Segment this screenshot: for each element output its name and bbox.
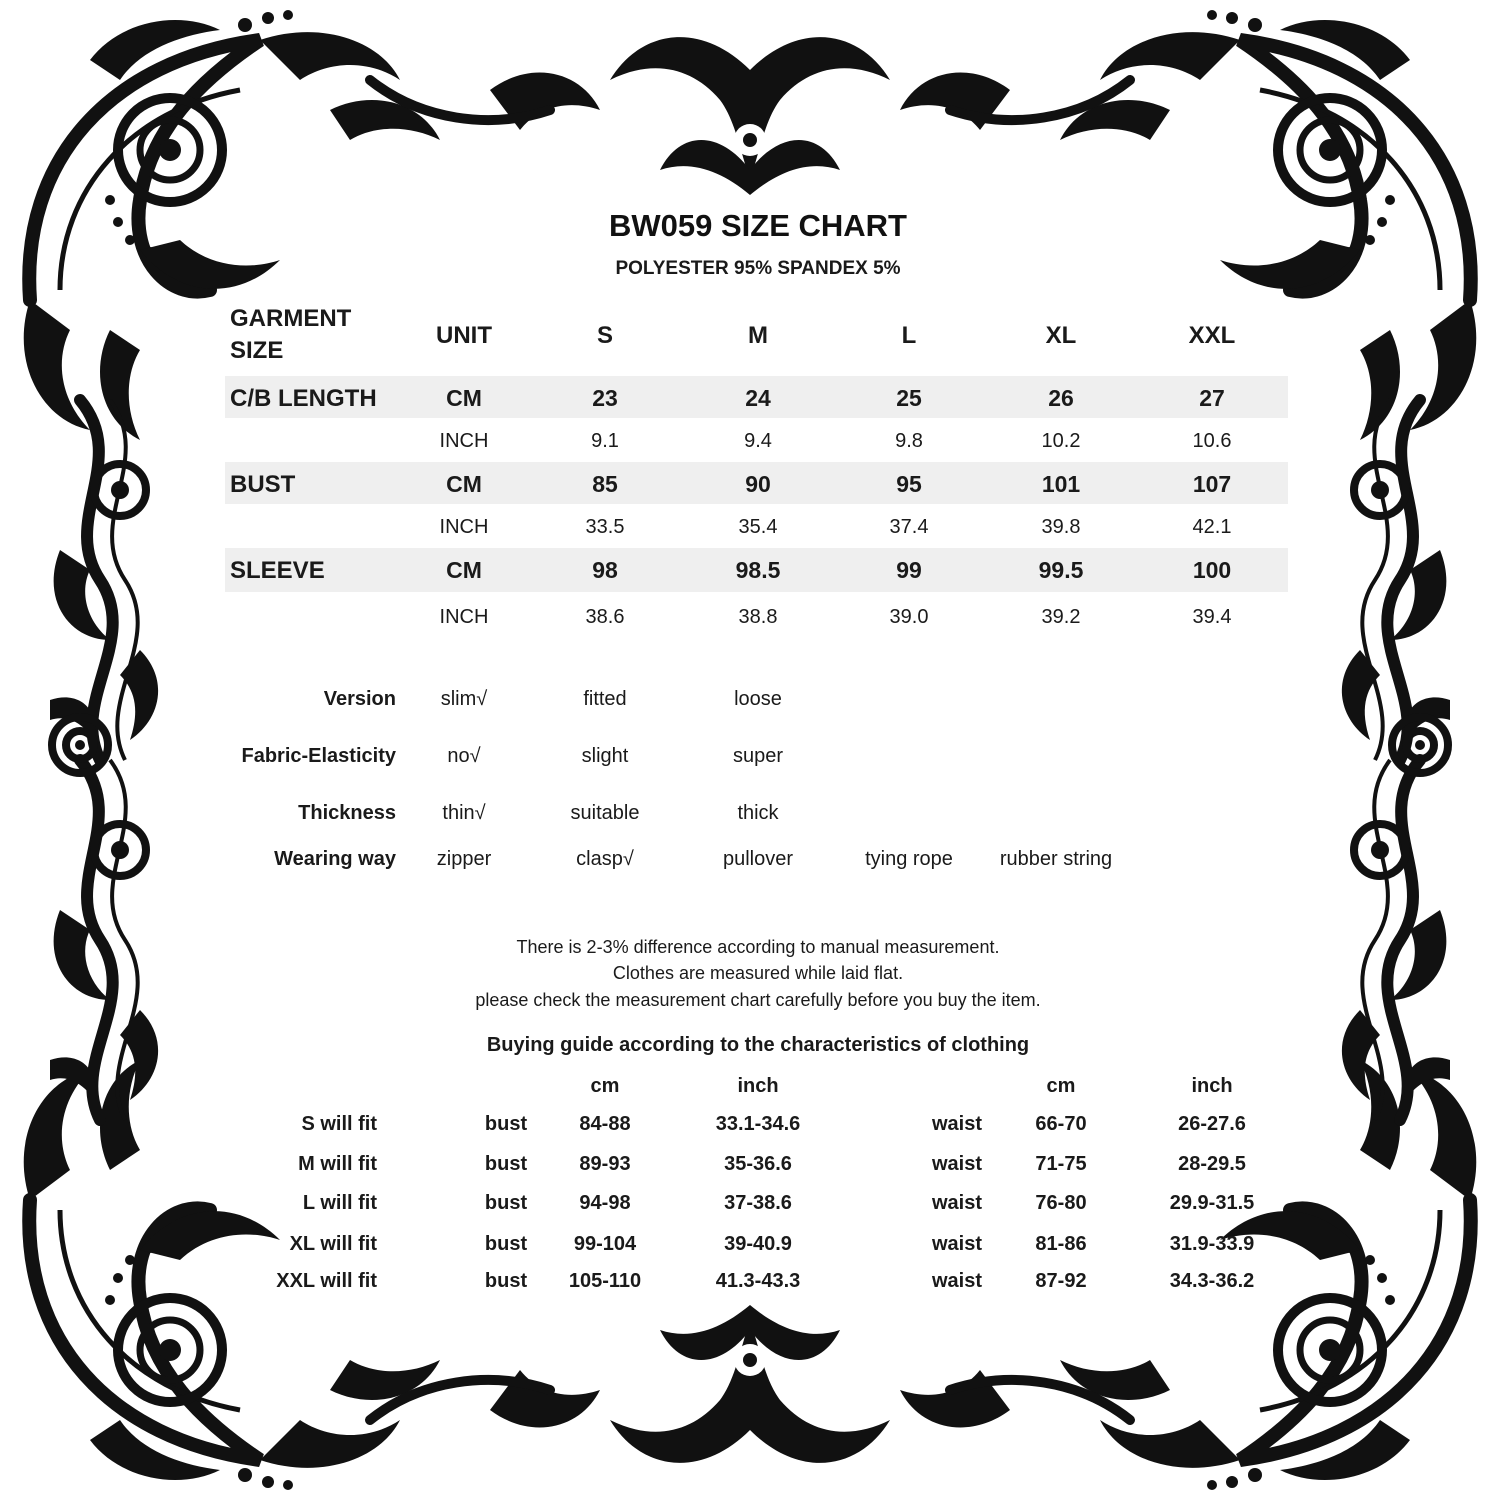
header-size-xxl: XXL — [1188, 322, 1236, 349]
guide-waist-label: waist — [931, 1233, 983, 1255]
guide-cell: 81-86 — [1035, 1233, 1087, 1255]
guide-cell: 66-70 — [1035, 1113, 1087, 1135]
table-cell: 107 — [1192, 471, 1232, 497]
unit-cm: CM — [446, 385, 482, 411]
row-label-cb-length: C/B LENGTH — [230, 385, 377, 412]
attr-option: thick — [737, 802, 779, 824]
header-size-l: L — [901, 322, 917, 349]
guide-cell: 94-98 — [579, 1192, 631, 1214]
table-cell: 9.1 — [591, 430, 619, 452]
table-cell: 24 — [745, 385, 771, 411]
guide-cell: 71-75 — [1035, 1153, 1087, 1175]
guide-size-label: XXL will fit — [276, 1270, 377, 1292]
col-header-inch: inch — [1191, 1075, 1233, 1097]
note-line: Clothes are measured while laid flat. — [612, 963, 904, 983]
table-cell: 23 — [592, 385, 618, 411]
unit-inch: INCH — [439, 430, 489, 452]
table-cell: 35.4 — [738, 516, 778, 538]
table-cell: 98 — [592, 557, 618, 583]
attr-option: fitted — [583, 688, 627, 710]
col-header-inch: inch — [737, 1075, 779, 1097]
guide-bust-label: bust — [484, 1270, 528, 1292]
note-line: There is 2-3% difference according to manual measurement. — [516, 937, 1000, 957]
header-size-s: S — [596, 322, 614, 349]
buying-guide-title: Buying guide according to the characteristics of clothing — [486, 1034, 1030, 1056]
guide-waist-label: waist — [931, 1192, 983, 1214]
table-cell: 9.8 — [895, 430, 923, 452]
guide-cell: 28-29.5 — [1178, 1153, 1246, 1175]
guide-waist-label: waist — [931, 1270, 983, 1292]
attr-option: slight — [581, 745, 629, 767]
guide-waist-label: waist — [931, 1153, 983, 1175]
guide-cell: 87-92 — [1035, 1270, 1087, 1292]
table-cell: 101 — [1041, 471, 1081, 497]
table-cell: 38.8 — [738, 606, 778, 628]
guide-cell: 41.3-43.3 — [715, 1270, 801, 1292]
guide-cell: 37-38.6 — [724, 1192, 792, 1214]
table-cell: 95 — [896, 471, 922, 497]
table-cell: 10.6 — [1192, 430, 1232, 452]
col-header-cm: cm — [1046, 1075, 1076, 1097]
table-cell: 85 — [592, 471, 618, 497]
header-garment-size-line2: SIZE — [230, 337, 284, 364]
note-line: please check the measurement chart carefully before you buy the item. — [475, 990, 1041, 1010]
guide-size-label: S will fit — [301, 1113, 377, 1135]
guide-size-label: XL will fit — [289, 1233, 377, 1255]
header-unit: UNIT — [436, 322, 492, 349]
unit-inch: INCH — [439, 606, 489, 628]
attr-option: pullover — [722, 848, 794, 870]
col-header-cm: cm — [590, 1075, 620, 1097]
attr-option: super — [732, 745, 784, 767]
attr-option: no√ — [447, 745, 481, 767]
guide-cell: 31.9-33.9 — [1169, 1233, 1255, 1255]
table-cell: 38.6 — [585, 606, 625, 628]
header-size-xl: XL — [1045, 322, 1077, 349]
guide-bust-label: bust — [484, 1153, 528, 1175]
attr-label-version: Version — [323, 688, 396, 710]
table-cell: 90 — [745, 471, 771, 497]
attr-option: suitable — [570, 802, 640, 824]
attr-option: clasp√ — [576, 848, 634, 870]
guide-bust-label: bust — [484, 1113, 528, 1135]
guide-cell: 39-40.9 — [724, 1233, 792, 1255]
attr-label-wearing-way: Wearing way — [274, 848, 396, 870]
table-cell: 39.2 — [1041, 606, 1081, 628]
table-cell: 98.5 — [735, 557, 781, 583]
guide-cell: 99-104 — [573, 1233, 637, 1255]
guide-cell: 35-36.6 — [724, 1153, 792, 1175]
guide-cell: 26-27.6 — [1178, 1113, 1246, 1135]
guide-bust-label: bust — [484, 1233, 528, 1255]
guide-cell: 84-88 — [579, 1113, 631, 1135]
attr-option: tying rope — [865, 848, 953, 870]
attr-option: thin√ — [442, 802, 486, 824]
table-cell: 37.4 — [889, 516, 929, 538]
table-cell: 26 — [1048, 385, 1074, 411]
table-cell: 39.4 — [1192, 606, 1232, 628]
attr-label-thickness: Thickness — [298, 802, 396, 824]
header-size-m: M — [748, 322, 768, 349]
table-cell: 100 — [1192, 557, 1232, 583]
table-cell: 27 — [1199, 385, 1225, 411]
attr-option: slim√ — [440, 688, 488, 710]
table-cell: 39.0 — [889, 606, 929, 628]
table-cell: 99 — [896, 557, 922, 583]
guide-size-label: M will fit — [298, 1153, 377, 1175]
page-title: BW059 SIZE CHART — [609, 208, 907, 243]
guide-cell: 89-93 — [579, 1153, 631, 1175]
table-cell: 25 — [896, 385, 922, 411]
row-label-bust: BUST — [230, 471, 296, 498]
unit-inch: INCH — [439, 516, 489, 538]
guide-bust-label: bust — [484, 1192, 528, 1214]
attr-option: zipper — [436, 848, 492, 870]
table-cell: 10.2 — [1041, 430, 1081, 452]
guide-cell: 105-110 — [568, 1270, 642, 1292]
unit-cm: CM — [446, 557, 482, 583]
unit-cm: CM — [446, 471, 482, 497]
attr-option: rubber string — [999, 848, 1113, 870]
table-cell: 33.5 — [585, 516, 625, 538]
table-cell: 99.5 — [1038, 557, 1084, 583]
guide-cell: 29.9-31.5 — [1169, 1192, 1255, 1214]
guide-cell: 76-80 — [1035, 1192, 1087, 1214]
guide-cell: 33.1-34.6 — [715, 1113, 801, 1135]
table-cell: 39.8 — [1041, 516, 1081, 538]
attr-label-fabric-elasticity: Fabric-Elasticity — [241, 745, 396, 767]
row-label-sleeve: SLEEVE — [230, 557, 325, 584]
header-garment-size: GARMENT — [230, 305, 352, 332]
attr-option: loose — [734, 688, 782, 710]
guide-size-label: L will fit — [302, 1192, 377, 1214]
material-composition: POLYESTER 95% SPANDEX 5% — [615, 258, 901, 279]
table-cell: 9.4 — [744, 430, 772, 452]
table-cell: 42.1 — [1192, 516, 1232, 538]
guide-cell: 34.3-36.2 — [1169, 1270, 1255, 1292]
guide-waist-label: waist — [931, 1113, 983, 1135]
